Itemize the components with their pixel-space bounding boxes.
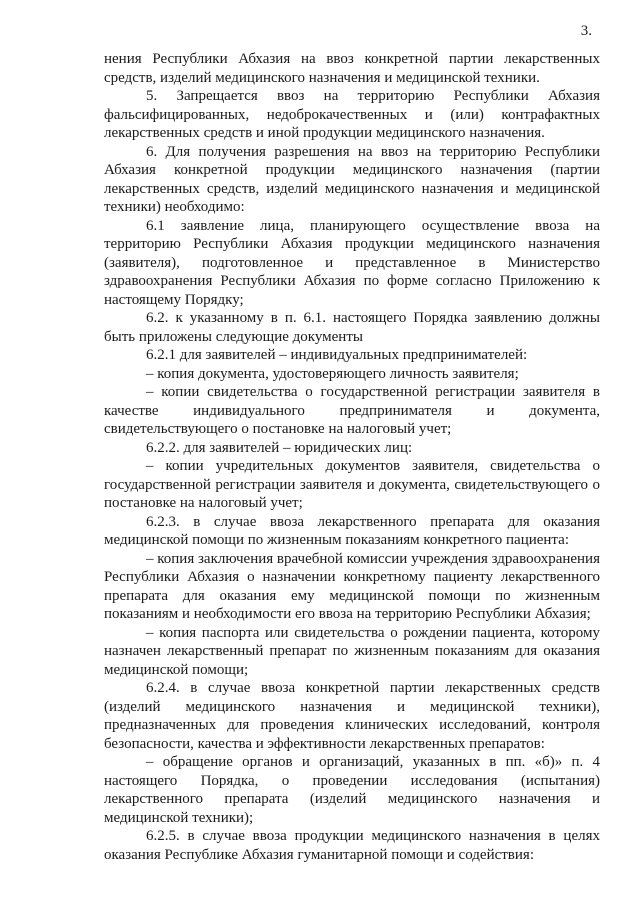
list-item-registration-copy: – копии свидетельства о государственной регистрации заявителя в качестве индивидуального предпринимателя и документа, свидетельствующего о постановке на налоговый учет;	[104, 384, 600, 437]
list-item-founding-documents: – копии учредительных документов заявителя, свидетельства о государственной регистрации заявителя и документа, свидетельствующего о постановке на налоговый учет;	[104, 458, 600, 511]
paragraph-item-6-2-2: 6.2.2. для заявителей – юридических лиц:	[146, 439, 413, 456]
list-item-identity-copy: – копия документа, удостоверяющего личность заявителя;	[146, 365, 519, 382]
page-number: 3.	[580, 23, 592, 39]
list-item-commission-conclusion: – копия заключения врачебной комиссии учреждения здравоохранения Республики Абхазия о назначении конкретному пациенту лекарственного препарата для оказания ему медицинской помощи по жизненным показаниям и необходимости его ввоза на территорию Республики Абхазия;	[104, 550, 600, 622]
paragraph-item-6: 6. Для получения разрешения на ввоз на территорию Республики Абхазия конкретной продукции медицинского назначения (партии лекарственных средств, изделий медицинского назначения и медицинской техники) необходимо:	[104, 143, 600, 215]
list-item-passport-copy: – копия паспорта или свидетельства о рождении пациента, которому назначен лекарственный препарат по жизненным показаниям для оказания медицинской помощи;	[104, 624, 600, 678]
paragraph-item-5: 5. Запрещается ввоз на территорию Республики Абхазия фальсифицированных, недоброкачественных и (или) контрафактных лекарственных средств и иной продукции медицинского назначения.	[104, 88, 600, 141]
document-body	[104, 50, 600, 864]
paragraph-item-6-2-1: 6.2.1 для заявителей – индивидуальных предпринимателей:	[146, 347, 528, 363]
paragraph-item-6-1: 6.1 заявление лица, планирующего осуществление ввоза на территорию Республики Абхазия продукции медицинского назначения (заявителя), подготовленное и представленное в Министерство здравоохранения Республики Абхазия по форме согласно Приложению к настоящему Порядку;	[104, 217, 600, 308]
paragraph-item-6-2-3: 6.2.3. в случае ввоза лекарственного препарата для оказания медицинской помощи по жизненным показаниям конкретного пациента:	[104, 513, 600, 548]
paragraph-item-6-2-5: 6.2.5. в случае ввоза продукции медицинского назначения в целях оказания Республике Абхазия гуманитарной помощи и содействия:	[104, 828, 600, 863]
paragraph-item-6-2: 6.2. к указанному в п. 6.1. настоящего Порядка заявлению должны быть приложены следующие документы	[104, 310, 600, 345]
list-item-organization-request: – обращение органов и организаций, указанных в пп. «б)» п. 4 настоящего Порядка, о проведении исследования (испытания) лекарственного препарата (изделий медицинского назначения и медицинской техники);	[104, 754, 600, 826]
paragraph-continuation: нения Республики Абхазия на ввоз конкретной партии лекарственных средств, изделий медицинского назначения и медицинской техники.	[104, 51, 600, 86]
paragraph-item-6-2-4: 6.2.4. в случае ввоза конкретной партии лекарственных средств (изделий медицинского назначения и медицинской техники), предназначенных для проведения клинических исследований, контроля безопасности, качества и эффективности лекарственных препаратов:	[104, 680, 600, 752]
